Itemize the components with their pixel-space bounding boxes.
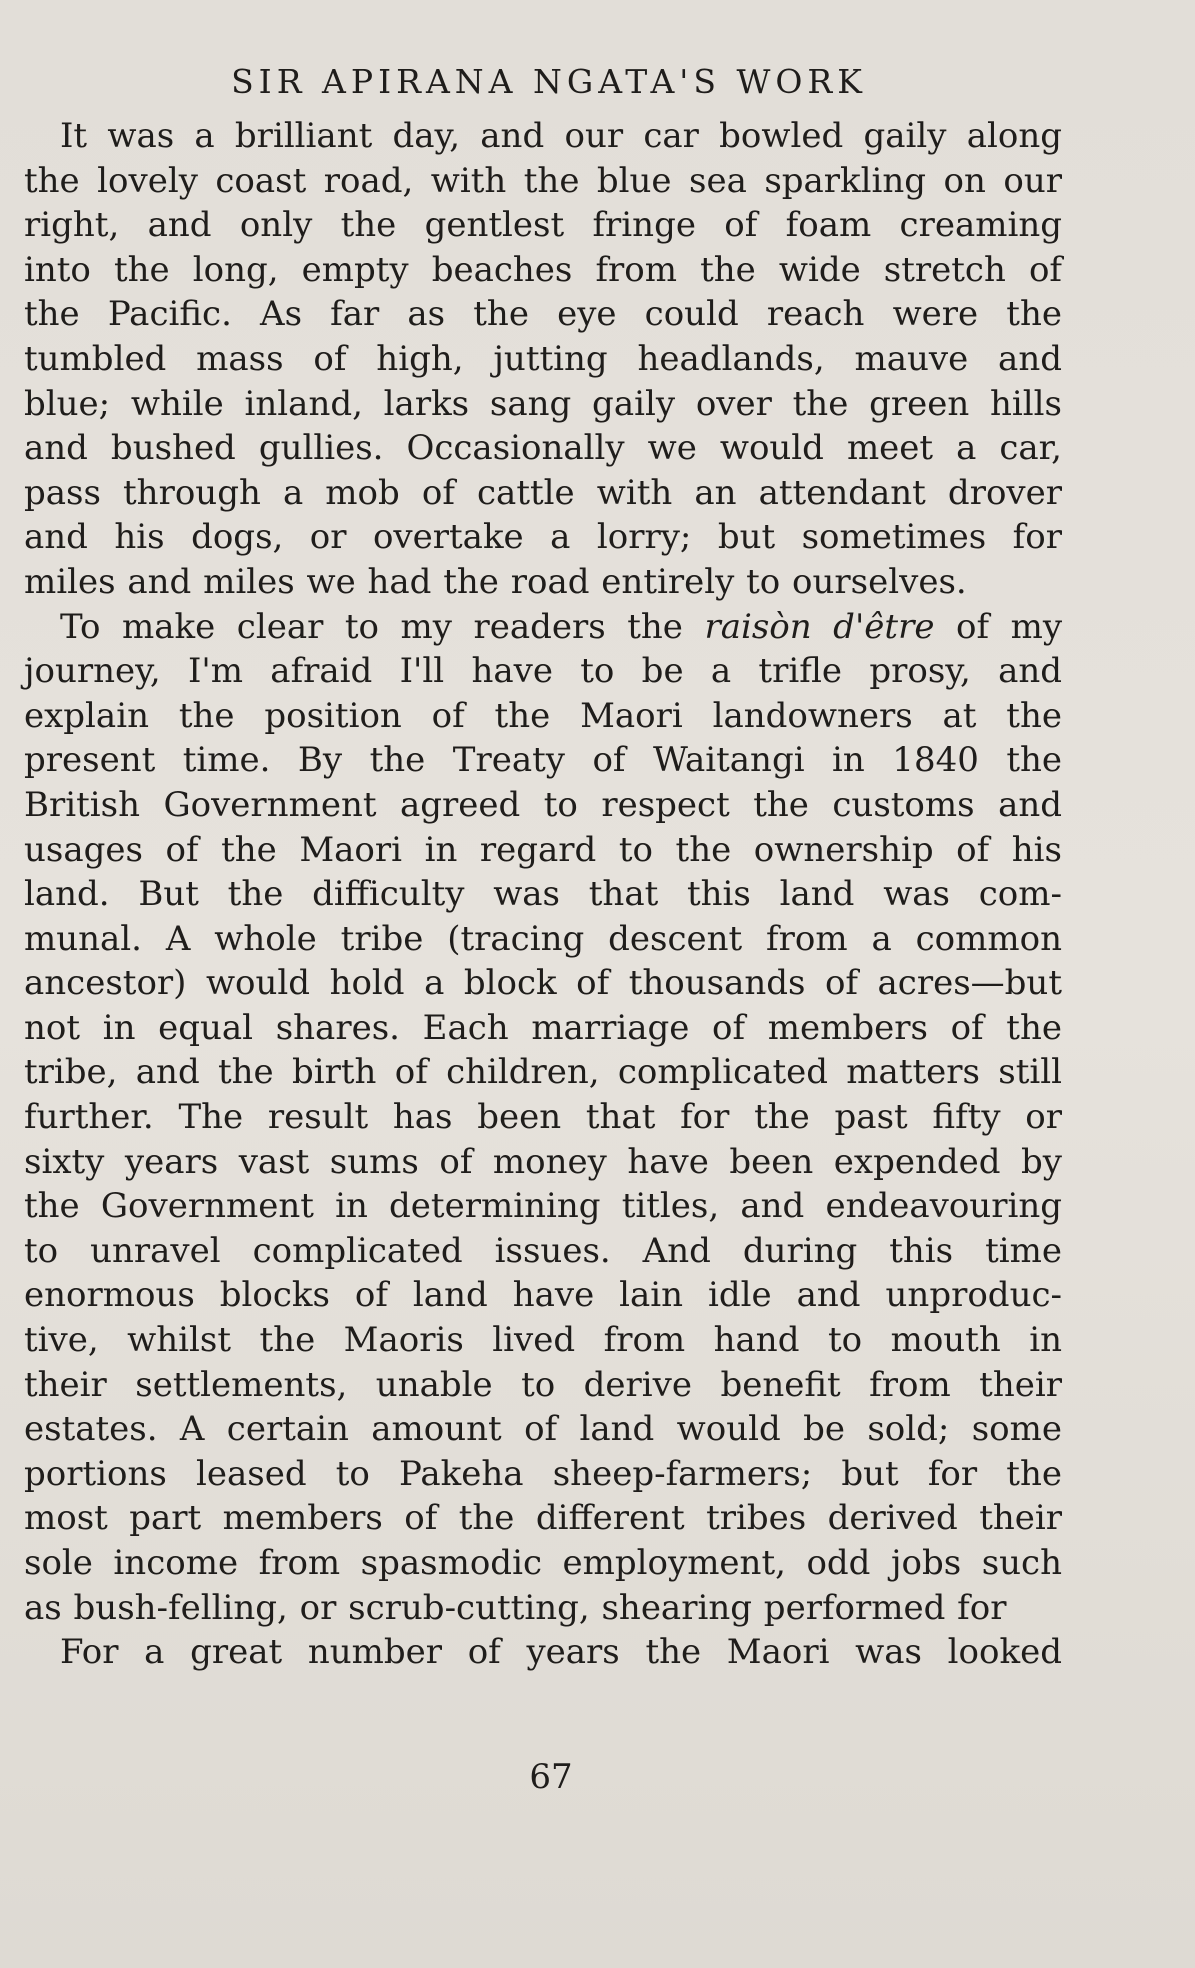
text-run: To make clear to my readers the bbox=[60, 606, 683, 647]
running-head: SIR APIRANA NGATA'S WORK bbox=[231, 62, 867, 101]
text-line: sixty years vast sums of money have been expended by bbox=[24, 1141, 1062, 1182]
text-line: journey, I'm afraid I'll have to be a trifle prosy, and bbox=[24, 651, 1062, 692]
text-line: munal. A whole tribe (tracing descent from a common bbox=[24, 918, 1062, 959]
text-line: enormous blocks of land have lain idle and unproduc- bbox=[24, 1275, 1062, 1316]
paragraph-2 bbox=[24, 605, 1062, 1631]
text-line: pass through a mob of cattle with an attendant drover bbox=[24, 472, 1062, 513]
italic-phrase: raisòn d'être bbox=[704, 606, 935, 647]
text-line: the lovely coast road, with the blue sea sparkling on our bbox=[24, 160, 1062, 201]
text-line: It was a brilliant day, and our car bowled gaily along bbox=[60, 116, 1062, 156]
text-line: portions leased to Pakeha sheep-farmers; but for the bbox=[24, 1453, 1062, 1494]
text-run: of my bbox=[956, 606, 1063, 647]
text-line: the Government in determining titles, and endeavouring bbox=[24, 1186, 1062, 1227]
text-line: British Government agreed to respect the customs and bbox=[24, 784, 1062, 825]
paragraph-3 bbox=[24, 1630, 1062, 1675]
text-line: miles and miles we had the road entirely to ourselves. bbox=[24, 561, 967, 602]
paragraph-1 bbox=[24, 114, 1062, 605]
text-line: the Pacific. As far as the eye could reach were the bbox=[24, 294, 1062, 335]
text-line: right, and only the gentlest fringe of foam creaming bbox=[24, 205, 1062, 246]
text-line: usages of the Maori in regard to the ownership of his bbox=[24, 829, 1062, 870]
text-line: present time. By the Treaty of Waitangi in 1840 the bbox=[24, 740, 1062, 781]
text-line: tribe, and the birth of children, complicated matters still bbox=[24, 1052, 1062, 1093]
text-line: blue; while inland, larks sang gaily over the green hills bbox=[24, 383, 1062, 424]
book-page bbox=[24, 62, 1062, 1675]
text-line: and his dogs, or overtake a lorry; but sometimes for bbox=[24, 517, 1062, 558]
text-line: not in equal shares. Each marriage of members of the bbox=[24, 1007, 1062, 1048]
page-number: 67 bbox=[529, 1757, 573, 1797]
text-line: to unravel complicated issues. And during this time bbox=[24, 1230, 1062, 1271]
text-line: explain the position of the Maori landowners at the bbox=[24, 695, 1062, 736]
text-line: sole income from spasmodic employment, odd jobs such bbox=[24, 1543, 1062, 1583]
text-line: ancestor) would hold a block of thousands of acres—but bbox=[24, 963, 1062, 1004]
text-line: their settlements, unable to derive benefit from their bbox=[24, 1364, 1062, 1405]
text-line: into the long, empty beaches from the wide stretch of bbox=[24, 249, 1062, 290]
text-line: land. But the difficulty was that this land was com- bbox=[24, 874, 1062, 915]
text-line: tive, whilst the Maoris lived from hand to mouth in bbox=[24, 1320, 1062, 1361]
text-line: estates. A certain amount of land would be sold; some bbox=[24, 1409, 1062, 1450]
text-line: and bushed gullies. Occasionally we would meet a car, bbox=[24, 428, 1062, 469]
text-line: as bush-felling, or scrub-cutting, shearing performed for bbox=[24, 1587, 1007, 1628]
text-line: further. The result has been that for the past fifty or bbox=[24, 1097, 1062, 1138]
text-line: tumbled mass of high, jutting headlands, mauve and bbox=[24, 338, 1062, 379]
text-line: most part members of the different tribes derived their bbox=[24, 1498, 1062, 1539]
text-line: For a great number of years the Maori was looked bbox=[60, 1632, 1062, 1673]
text-line bbox=[24, 605, 1062, 650]
